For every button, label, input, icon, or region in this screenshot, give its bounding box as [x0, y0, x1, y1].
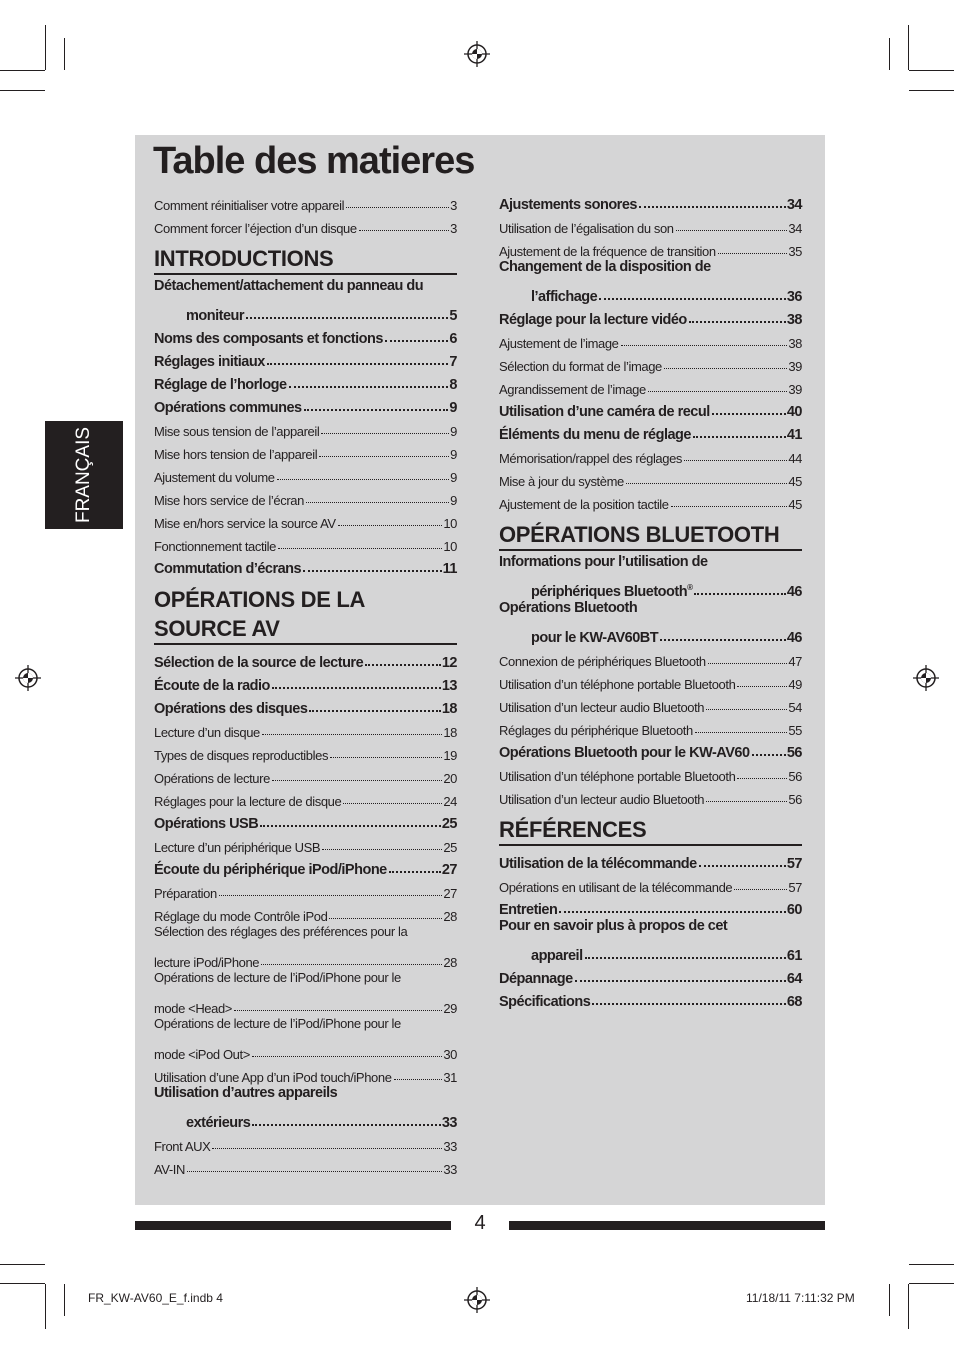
toc-entry[interactable]: Réglages pour la lecture de disque 24	[154, 794, 457, 809]
toc-entry[interactable]: Lecture d’un disque 18	[154, 725, 457, 740]
toc-entry[interactable]: Fonctionnement tactile 10	[154, 539, 457, 554]
toc-entry[interactable]: Changement de la disposition de	[499, 259, 711, 275]
toc-entry[interactable]: Opérations en utilisant de la télécommande 57	[499, 880, 802, 895]
toc-entry[interactable]: Utilisation d’un lecteur audio Bluetooth 56	[499, 792, 802, 807]
toc-entry[interactable]: Mise à jour du système 45	[499, 474, 802, 489]
toc-entry[interactable]: Opérations de lecture de l’iPod/iPhone pour le	[154, 1016, 401, 1031]
crop-mark	[909, 90, 954, 91]
toc-entry[interactable]: Utilisation d’un téléphone portable Bluetooth 56	[499, 769, 802, 784]
toc-left-column	[154, 190, 457, 1177]
toc-entry[interactable]: Front AUX 33	[154, 1139, 457, 1154]
registration-mark-icon	[15, 665, 41, 691]
section-heading-bluetooth: OPÉRATIONS BLUETOOTH	[499, 512, 802, 551]
page-number: 4	[474, 1212, 486, 1234]
crop-mark	[64, 1284, 65, 1316]
toc-entry[interactable]: Noms des composants et fonctions 6	[154, 331, 457, 347]
toc-entry[interactable]: Ajustements sonores 34	[499, 197, 802, 213]
crop-mark	[909, 1283, 954, 1284]
toc-entry[interactable]: Ajustement de la fréquence de transition 35	[499, 244, 802, 259]
toc-entry[interactable]: Informations pour l’utilisation de	[499, 554, 708, 570]
toc-entry[interactable]: l’affichage 36	[531, 289, 802, 305]
toc-entry[interactable]: Mise sous tension de l’appareil 9	[154, 424, 457, 439]
toc-entry[interactable]: Mise en/hors service la source AV 10	[154, 516, 457, 531]
footer-bar-left	[135, 1221, 451, 1230]
footer-bar-right	[509, 1221, 825, 1230]
crop-mark	[45, 25, 46, 70]
toc-entry[interactable]: Comment forcer l’éjection d’un disque 3	[154, 221, 457, 236]
section-heading-av-source: OPÉRATIONS DE LA SOURCE AV	[154, 577, 457, 645]
toc-entry[interactable]: Ajustement de l’image 38	[499, 336, 802, 351]
toc-entry[interactable]: Opérations communes 9	[154, 400, 457, 416]
toc-entry[interactable]: Sélection du format de l’image 39	[499, 359, 802, 374]
toc-entry[interactable]: Commutation d’écrans 11	[154, 561, 457, 577]
toc-entry[interactable]: Opérations de lecture 20	[154, 771, 457, 786]
toc-entry[interactable]: Sélection des réglages des préférences pour la	[154, 924, 408, 939]
toc-entry[interactable]: Écoute de la radio 13	[154, 678, 457, 694]
registration-mark-icon	[464, 1287, 490, 1313]
crop-mark	[45, 1284, 46, 1329]
toc-entry[interactable]: Opérations des disques 18	[154, 701, 457, 717]
crop-mark	[909, 1264, 954, 1265]
toc-entry[interactable]: Mise hors tension de l’appareil 9	[154, 447, 457, 462]
toc-entry[interactable]: AV-IN 33	[154, 1162, 457, 1177]
toc-entry[interactable]: Réglages initiaux 7	[154, 354, 457, 370]
crop-mark	[908, 1284, 909, 1329]
crop-mark	[0, 1264, 45, 1265]
crop-mark	[0, 90, 45, 91]
toc-entry[interactable]: Utilisation d’un téléphone portable Bluetooth 49	[499, 677, 802, 692]
toc-entry[interactable]: Réglages du périphérique Bluetooth 55	[499, 723, 802, 738]
toc-entry[interactable]: pour le KW-AV60BT 46	[531, 630, 802, 646]
toc-entry[interactable]: Ajustement de la position tactile 45	[499, 497, 802, 512]
toc-entry[interactable]: Lecture d’un périphérique USB 25	[154, 840, 457, 855]
toc-entry[interactable]: Agrandissement de l’image 39	[499, 382, 802, 397]
registration-mark-icon	[464, 41, 490, 67]
language-tab	[45, 421, 123, 529]
toc-entry[interactable]: Opérations Bluetooth	[499, 600, 638, 616]
toc-entry[interactable]: mode <Head> 29	[154, 1001, 457, 1016]
toc-entry[interactable]: Ajustement du volume 9	[154, 470, 457, 485]
toc-entry[interactable]: Comment réinitialiser votre appareil 3	[154, 198, 457, 213]
toc-entry[interactable]: Opérations de lecture de l’iPod/iPhone pour le	[154, 970, 401, 985]
toc-entry[interactable]: moniteur 5	[186, 308, 457, 324]
toc-entry[interactable]: Utilisation d’autres appareils	[154, 1085, 338, 1101]
crop-mark	[889, 38, 890, 70]
toc-entry[interactable]: Utilisation de la télécommande 57	[499, 856, 802, 872]
crop-mark	[0, 70, 45, 71]
toc-entry[interactable]: Types de disques reproductibles 19	[154, 748, 457, 763]
crop-mark	[909, 70, 954, 71]
toc-entry[interactable]: Préparation 27	[154, 886, 457, 901]
toc-entry[interactable]: Utilisation d’une caméra de recul 40	[499, 404, 802, 420]
toc-entry[interactable]: Utilisation d’une App d’un iPod touch/iPhone 31	[154, 1070, 457, 1085]
toc-entry[interactable]: appareil 61	[531, 948, 802, 964]
crop-mark	[889, 1284, 890, 1316]
crop-mark	[0, 1283, 45, 1284]
slug-datetime: 11/18/11 7:11:32 PM	[746, 1291, 855, 1305]
toc-entry[interactable]: Spécifications 68	[499, 994, 802, 1010]
toc-entry[interactable]: Dépannage 64	[499, 971, 802, 987]
toc-entry[interactable]: Pour en savoir plus à propos de cet	[499, 918, 728, 934]
toc-entry[interactable]: Connexion de périphériques Bluetooth 47	[499, 654, 802, 669]
toc-entry[interactable]: Mise hors service de l’écran 9	[154, 493, 457, 508]
language-tab-label: FRANÇAIS	[73, 426, 94, 524]
registration-mark-icon	[913, 665, 939, 691]
toc-entry[interactable]: Opérations USB 25	[154, 816, 457, 832]
toc-entry[interactable]: Réglage pour la lecture vidéo 38	[499, 312, 802, 328]
page-title: Table des matieres	[153, 140, 475, 182]
toc-entry[interactable]: Sélection de la source de lecture 12	[154, 655, 457, 671]
toc-entry[interactable]: Réglage du mode Contrôle iPod 28	[154, 909, 457, 924]
toc-entry[interactable]: Opérations Bluetooth pour le KW-AV60 56	[499, 745, 802, 761]
section-heading-references: RÉFÉRENCES	[499, 807, 802, 846]
section-heading-introductions: INTRODUCTIONS	[154, 236, 457, 275]
toc-entry[interactable]: Éléments du menu de réglage 41	[499, 427, 802, 443]
toc-entry[interactable]: Entretien 60	[499, 902, 802, 918]
toc-entry[interactable]: Écoute du périphérique iPod/iPhone 27	[154, 862, 457, 878]
toc-entry[interactable]: mode <iPod Out> 30	[154, 1047, 457, 1062]
crop-mark	[64, 38, 65, 70]
slug-filename: FR_KW-AV60_E_f.indb 4	[88, 1291, 223, 1305]
toc-entry[interactable]: Utilisation d’un lecteur audio Bluetooth 54	[499, 700, 802, 715]
crop-mark	[908, 25, 909, 70]
toc-entry[interactable]: Utilisation de l’égalisation du son 34	[499, 221, 802, 236]
toc-entry[interactable]: lecture iPod/iPhone 28	[154, 955, 457, 970]
toc-entry[interactable]: Réglage de l’horloge 8	[154, 377, 457, 393]
toc-entry[interactable]: Mémorisation/rappel des réglages 44	[499, 451, 802, 466]
toc-entry[interactable]: extérieurs 33	[186, 1115, 457, 1131]
toc-entry[interactable]: périphériques Bluetooth® 46	[531, 583, 802, 600]
toc-right-column	[499, 190, 802, 1010]
toc-entry[interactable]: Détachement/attachement du panneau du	[154, 278, 424, 294]
